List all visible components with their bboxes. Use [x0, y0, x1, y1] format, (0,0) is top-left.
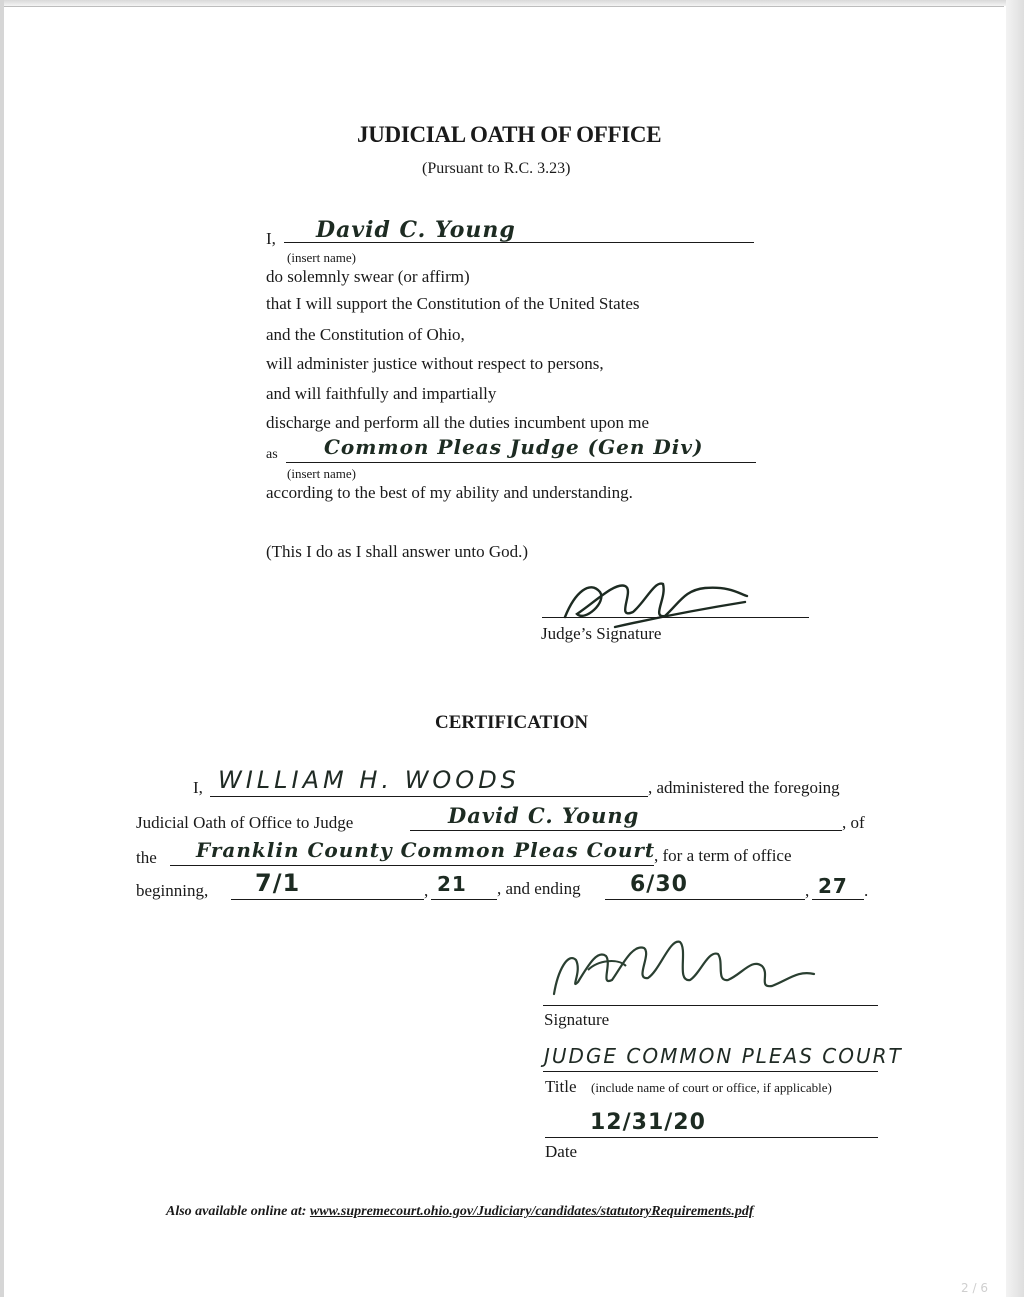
insert-name-hint-2: (insert name)	[287, 466, 356, 481]
cert-i-label: I,	[193, 778, 203, 797]
certification-heading: CERTIFICATION	[435, 712, 589, 733]
signature-label: Signature	[544, 1010, 610, 1029]
judge-name-line	[410, 830, 842, 831]
page-indicator: 2 / 6	[961, 1281, 988, 1295]
footer-prefix: Also available online at:	[166, 1204, 307, 1219]
oath-line-2: that I will support the Constitution of the United States	[266, 294, 640, 313]
administrator-signature-line	[543, 1005, 878, 1006]
administrator-line	[210, 796, 648, 797]
handwritten-title: JUDGE COMMON PLEAS COURT	[544, 1044, 903, 1068]
administrator-signature-scribble	[548, 930, 828, 1010]
office-line	[286, 462, 756, 463]
handwritten-judge-name: David C. Young	[316, 217, 516, 243]
footer-note	[166, 1204, 754, 1220]
handwritten-end-year: 27	[818, 874, 848, 898]
court-line	[170, 865, 654, 866]
cert-oath-to-judge: Judicial Oath of Office to Judge	[136, 813, 354, 832]
date-label: Date	[545, 1142, 578, 1161]
cert-term-text: , for a term of office	[654, 846, 792, 865]
footer-url-link[interactable]: www.supremecourt.ohio.gov/Judiciary/candidates/statutoryRequirements.pdf	[309, 1204, 754, 1219]
judge-signature-line	[542, 617, 809, 618]
oath-closing-line: according to the best of my ability and understanding.	[266, 483, 633, 502]
handwritten-administrator: WILLIAM H. WOODS	[218, 766, 520, 794]
insert-name-hint-1: (insert name)	[287, 250, 356, 265]
oath-as-label: as	[266, 447, 278, 462]
handwritten-begin-date: 7/1	[255, 869, 301, 897]
cert-the-label: the	[136, 848, 157, 867]
viewer-scrollbar[interactable]	[1006, 0, 1024, 1297]
title-label: Title	[545, 1077, 577, 1096]
handwritten-court: Franklin County Common Pleas Court	[196, 838, 656, 862]
end-date-line	[605, 899, 805, 900]
oath-line-3: and the Constitution of Ohio,	[266, 325, 465, 344]
begin-year-comma: ,	[424, 881, 429, 900]
judge-signature-label: Judge’s Signature	[541, 624, 662, 643]
viewer-left-edge	[0, 0, 4, 1297]
title-line	[543, 1071, 878, 1072]
begin-date-line	[231, 899, 424, 900]
handwritten-end-date: 6/30	[630, 872, 688, 897]
oath-i-label: I,	[266, 229, 276, 248]
oath-line-6: discharge and perform all the duties incumbent upon me	[266, 413, 650, 432]
cert-beginning-label: beginning,	[136, 881, 209, 900]
handwritten-office: Common Pleas Judge (Gen Div)	[324, 435, 704, 459]
viewer-top-rule	[4, 6, 1004, 7]
end-year-comma: ,	[805, 881, 810, 900]
cert-administered-text: , administered the foregoing	[648, 778, 840, 797]
oath-subtitle: (Pursuant to R.C. 3.23)	[422, 160, 571, 177]
end-year-line	[812, 899, 864, 900]
oath-line-4: will administer justice without respect to persons,	[266, 354, 604, 373]
oath-line-1: do solemnly swear (or affirm)	[266, 267, 470, 286]
end-year-period: .	[864, 881, 869, 900]
handwritten-cert-judge-name: David C. Young	[448, 803, 640, 828]
cert-of-text: , of	[842, 813, 865, 832]
oath-title: JUDICIAL OATH OF OFFICE	[357, 122, 662, 147]
oath-god-line: (This I do as I shall answer unto God.)	[266, 542, 529, 561]
date-line	[545, 1137, 878, 1138]
handwritten-begin-year: 21	[437, 872, 467, 896]
title-note: (include name of court or office, if applicable)	[591, 1080, 832, 1095]
oath-line-5: and will faithfully and impartially	[266, 384, 497, 403]
handwritten-date: 12/31/20	[590, 1110, 706, 1135]
cert-and-ending: , and ending	[497, 879, 581, 898]
begin-year-line	[431, 899, 497, 900]
